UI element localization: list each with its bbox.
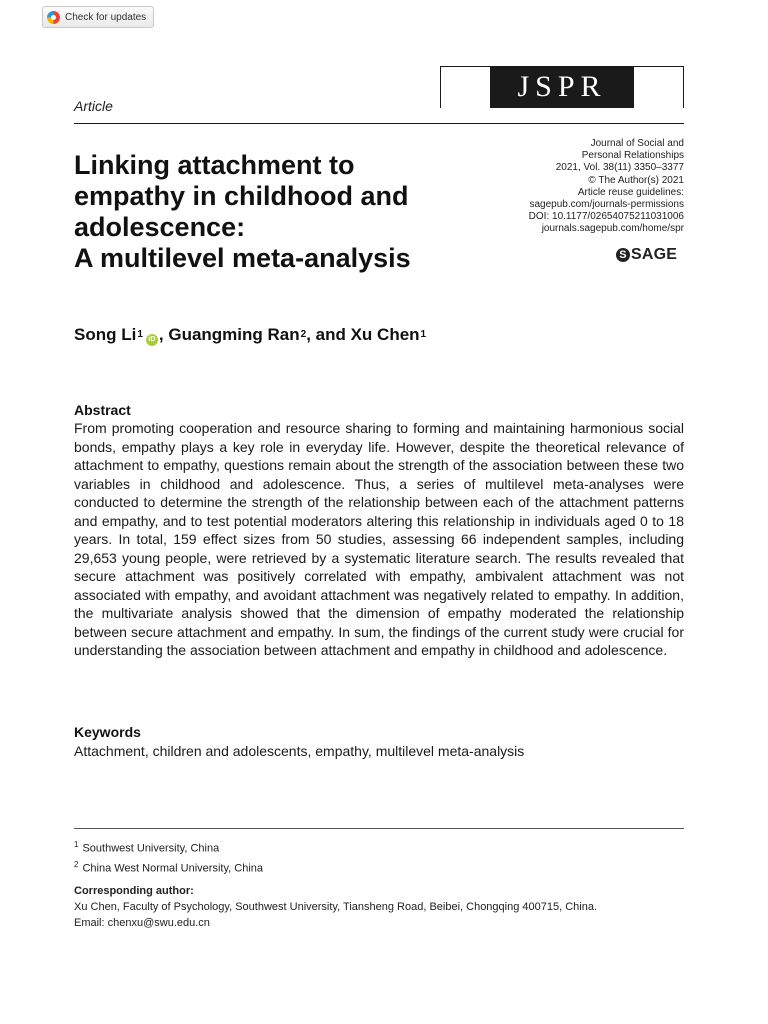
corresponding-author-label: Corresponding author: — [74, 885, 194, 897]
journal-home-link[interactable]: journals.sagepub.com/home/spr — [541, 223, 684, 235]
crossmark-icon — [47, 11, 60, 24]
journal-info-line: Journal of Social and — [590, 138, 684, 149]
corresponding-author-address: Xu Chen, Faculty of Psychology, Southwest University, Tiansheng Road, Beibei, Chongqing 400715, China. — [74, 901, 598, 913]
keywords-text: Attachment, children and adolescents, empathy, multilevel meta-analysis — [74, 743, 525, 759]
footnote-item — [74, 857, 263, 877]
article-type-label: Article — [74, 98, 113, 114]
journal-info — [424, 138, 684, 236]
author-name: Xu Chen — [350, 325, 420, 344]
footnote-text: Southwest University, China — [82, 842, 220, 855]
journal-logo — [490, 66, 634, 108]
keywords-heading: Keywords — [74, 724, 141, 740]
author-separator: , and — [306, 325, 351, 344]
title-line: A multilevel meta-analysis — [74, 243, 411, 273]
journal-permissions-link[interactable]: sagepub.com/journals-permissions — [529, 199, 684, 211]
orcid-icon[interactable]: iD — [146, 334, 158, 346]
footnote-text: China West Normal University, China — [82, 862, 263, 875]
check-for-updates-label: Check for updates — [65, 11, 147, 23]
title-line: Linking attachment to — [74, 150, 355, 180]
author-affiliation-marker: 2 — [300, 329, 307, 340]
author-name: Song Li — [74, 325, 137, 344]
footnote-item — [74, 837, 263, 857]
journal-info-line: Personal Relationships — [581, 150, 684, 162]
abstract-text: From promoting cooperation and resource sharing to forming and maintaining harmonious social bonds, empathy plays a key role in everyday life. However, despite the theoretical relevance of attachment to empathy, questions remain about the strength of the association between these two variables in childhood and adolescence. Thus, a series of multilevel meta-analyses were conducted to determine the strength of the relationship between each of the attachment patterns and empathy, and to test potential moderators altering this relationship in individuals aged 0 to 18 years. In total, 159 effect sizes from 50 studies, assessing 66 independent samples, including 29,653 young people, were retrieved by a systematic literature search. The results revealed that secure attachment was positively correlated with empathy, ambivalent attachment was not associated with empathy, and avoidant attachment was negatively related to empathy. In addition, the multivariate analysis showed that the dimension of empathy moderated the relationship between secure attachment and empathy. In sum, the findings of the current study were crucial for understanding the association between attachment and empathy in childhood and adolescence. — [74, 420, 684, 658]
title-line: empathy in childhood and — [74, 181, 409, 211]
doi-link[interactable]: DOI: 10.1177/02654075211031006 — [528, 211, 684, 223]
title-line: adolescence: — [74, 212, 246, 242]
corresponding-author — [74, 883, 597, 931]
footnote-divider — [74, 828, 684, 829]
journal-info-line: © The Author(s) 2021 — [588, 174, 684, 186]
footnote-marker: 2 — [74, 859, 79, 869]
header-divider — [74, 123, 684, 124]
journal-info-line: 2021, Vol. 38(11) 3350–3377 — [555, 162, 684, 174]
abstract-heading: Abstract — [74, 402, 131, 418]
journal-logo-text: JSPR — [517, 70, 607, 103]
author-affiliation-marker: 1 — [420, 329, 427, 340]
author-affiliation-marker: 1 — [137, 329, 143, 340]
publisher-logo — [616, 246, 677, 264]
publisher-name: SAGE — [631, 246, 678, 263]
affiliation-footnotes — [74, 837, 263, 876]
footnote-marker: 1 — [74, 840, 79, 849]
journal-info-line: Article reuse guidelines: — [577, 186, 684, 198]
sage-logo-icon: S — [616, 248, 630, 262]
author-name: Guangming Ran — [168, 325, 300, 344]
corresponding-author-email[interactable]: Email: chenxu@swu.edu.cn — [74, 917, 210, 929]
author-list — [74, 325, 426, 345]
check-for-updates-button[interactable] — [42, 6, 154, 28]
author-separator: , — [158, 325, 169, 344]
